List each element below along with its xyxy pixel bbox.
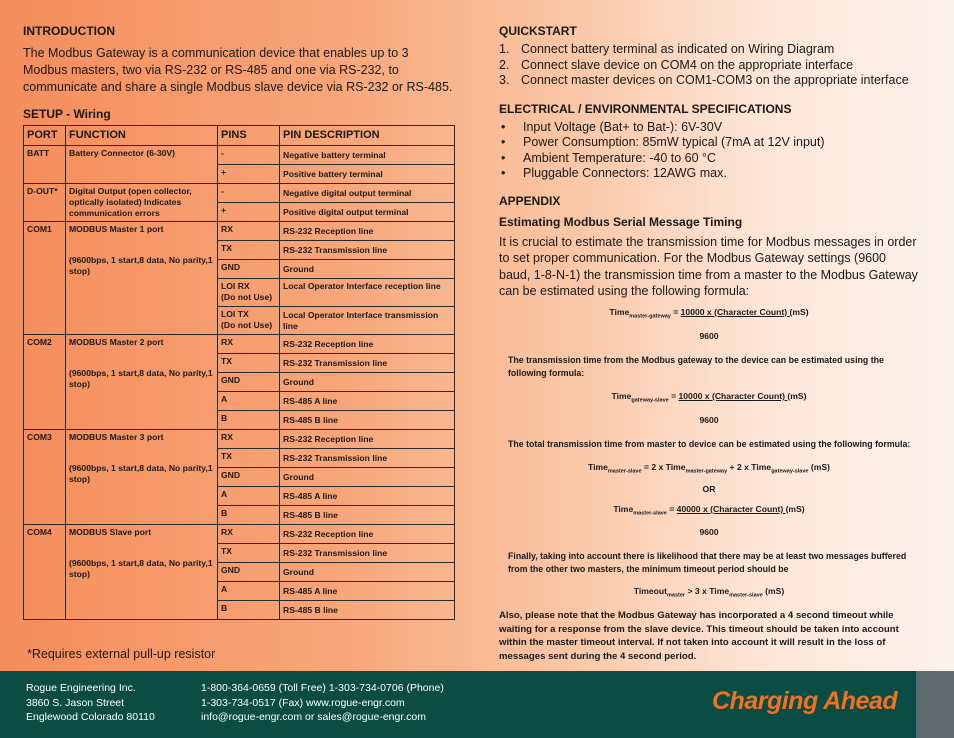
header-function: FUNCTION (66, 126, 218, 146)
item-number: 2. (499, 57, 510, 72)
timeout-note-text: Also, please note that the Modbus Gateway has incorporated a 4 second timeout while waiting for a response from the slave device. This timeout should be taken into account within the master timeout interval. If not taken into account it will result in the loss of messages sent during the 4 second period. (499, 610, 899, 662)
pin-desc-cell: Ground (280, 260, 455, 279)
bullet: • (501, 135, 506, 149)
pin-cell (218, 307, 280, 335)
pin-cell: B (218, 411, 280, 430)
formula-master-slave (499, 462, 919, 475)
pin-desc-cell: RS-485 A line (280, 487, 455, 506)
intro-heading: INTRODUCTION (23, 24, 115, 38)
formula-numerator: 40000 x (Character Count) (676, 503, 786, 514)
pin-cell: RX (218, 430, 280, 449)
pin-cell: RX (218, 525, 280, 544)
function-cell: Digital Output (open collector, optically isolated) Indicates communication errors (66, 184, 218, 222)
formula-gateway-slave (499, 391, 919, 404)
table-row (24, 430, 455, 449)
city-address: Englewood Colorado 80110 (26, 711, 155, 723)
formula-numerator: 10000 x (Character Count) (680, 306, 790, 317)
formula-unit: (mS) (785, 503, 805, 514)
pin-desc-cell: RS-232 Reception line (280, 430, 455, 449)
street-address: 3860 S. Jason Street (26, 696, 125, 709)
list-item (499, 73, 919, 89)
item-text: Connect master devices on COM1-COM3 on the appropriate interface (521, 73, 909, 87)
formula-unit: (mS) (808, 461, 830, 472)
formula-eq: = (666, 503, 677, 514)
port-cell: COM4 (24, 525, 66, 620)
function-params: (9600bps, 1 start,8 data, No parity,1 stop) (69, 255, 213, 276)
contact-info (201, 681, 444, 725)
pin-desc-cell: RS-232 Transmission line (280, 449, 455, 468)
formula-or: OR (702, 483, 716, 494)
pin-note: (Do not Use) (221, 292, 273, 302)
item-text: Pluggable Connectors: 12AWG max. (523, 166, 727, 180)
email-addresses[interactable]: info@rogue-engr.com or sales@rogue-engr.com (201, 711, 427, 723)
pin-desc-cell: RS-485 B line (280, 601, 455, 620)
pin-desc-cell: Negative battery terminal (280, 146, 455, 165)
gateway-slave-text: The transmission time from the Modbus gateway to the device can be estimated using the following formula: (508, 355, 884, 379)
pin-cell: A (218, 487, 280, 506)
pull-up-footnote: *Requires external pull-up resistor (27, 647, 216, 661)
port-cell: D-OUT* (24, 184, 66, 222)
formula-term: Time (609, 306, 630, 317)
formula-denominator: 9600 (699, 414, 719, 425)
pin-cell: GND (218, 563, 280, 582)
pin-desc-cell: RS-232 Transmission line (280, 241, 455, 260)
pin-desc-cell: RS-232 Reception line (280, 525, 455, 544)
pin-cell: GND (218, 468, 280, 487)
port-cell: COM2 (24, 335, 66, 430)
pin-desc-cell: Ground (280, 468, 455, 487)
appendix-subheading: Estimating Modbus Serial Message Timing (499, 214, 743, 229)
list-item (499, 166, 919, 182)
pin-desc-cell: Ground (280, 373, 455, 392)
item-text: Power Consumption: 85mW typical (7mA at 12V input) (523, 135, 825, 149)
company-name: Rogue Engineering Inc. (26, 682, 136, 694)
function-name: MODBUS Slave port (69, 527, 152, 537)
formula-eq: = (670, 306, 681, 317)
item-number: 1. (499, 42, 510, 56)
quickstart-heading: QUICKSTART (499, 24, 577, 38)
list-item (499, 120, 919, 136)
port-cell: BATT (24, 146, 66, 184)
formula-master-slave-alt (499, 504, 919, 517)
formula-term: Time (588, 461, 608, 472)
function-params: (9600bps, 1 start,8 data, No parity,1 stop) (69, 558, 213, 579)
slogan: Charging Ahead (712, 687, 898, 715)
fax-website[interactable]: 1-303-734-0517 (Fax) www.rogue-engr.com (201, 696, 405, 709)
formula-master-gateway (499, 307, 919, 320)
formula-subscript: master (667, 593, 686, 600)
left-column (23, 24, 453, 121)
pin-cell: - (218, 146, 280, 165)
pin-desc-cell: RS-232 Transmission line (280, 354, 455, 373)
function-params: (9600bps, 1 start,8 data, No parity,1 stop) (69, 463, 213, 484)
formula-unit: (mS) (787, 391, 807, 402)
formula-eq: = (668, 391, 679, 402)
appendix-heading: APPENDIX (499, 193, 561, 208)
function-name: MODBUS Master 1 port (69, 224, 164, 234)
total-time-text: The total transmission time from master to device can be estimated using the following formula: (508, 438, 911, 449)
formula-term: = 2 x Time (641, 461, 686, 472)
item-text: Connect slave device on COM4 on the appropriate interface (521, 57, 854, 72)
list-item (499, 135, 919, 151)
intro-text: The Modbus Gateway is a communication device that enables up to 3 Modbus masters, two via RS-232 or RS-485 and one via RS-232, to communicate and share a single Modbus slave device via RS-232 or RS-485. (23, 46, 453, 94)
pin-cell: TX (218, 354, 280, 373)
list-item (499, 151, 919, 167)
function-cell (66, 525, 218, 620)
table-row (24, 222, 455, 241)
function-cell (66, 430, 218, 525)
pin-note: (Do not Use) (221, 320, 273, 330)
function-name: MODBUS Master 2 port (69, 337, 164, 347)
pin-name: LOI TX (221, 309, 249, 319)
timing-intro-text: It is crucial to estimate the transmission time for Modbus messages in order to set proper communication. For the Modbus Gateway settings (9600 baud, 1-8-N-1) the transmission time from a master to the Modbus Gateway can be estimated using the following formula: (499, 234, 918, 298)
formula-term: > 3 x Time (685, 586, 730, 597)
specs-list (499, 120, 919, 182)
formula-unit: (mS) (789, 306, 809, 317)
pin-name: LOI RX (221, 281, 250, 291)
right-column (499, 24, 919, 663)
table-row (24, 184, 455, 203)
function-cell (66, 222, 218, 335)
item-number: 3. (499, 73, 510, 87)
pin-desc-cell: RS-485 A line (280, 582, 455, 601)
formula-numerator: 10000 x (Character Count) (678, 391, 788, 402)
formula-term: + 2 x Time (727, 461, 772, 472)
pin-cell: - (218, 184, 280, 203)
pin-desc-cell: Negative digital output terminal (280, 184, 455, 203)
pin-desc-cell: Local Operator Interface reception line (280, 279, 455, 307)
pin-cell: RX (218, 222, 280, 241)
pin-desc-cell: Positive digital output terminal (280, 203, 455, 222)
formula-subscript: gateway-slave (631, 397, 669, 404)
port-cell: COM3 (24, 430, 66, 525)
port-cell: COM1 (24, 222, 66, 335)
specs-heading: ELECTRICAL / ENVIRONMENTAL SPECIFICATIONS (499, 101, 792, 116)
phone-numbers: 1-800-364-0659 (Toll Free) 1-303-734-0706 (Phone) (201, 682, 444, 694)
pin-cell: RX (218, 335, 280, 354)
function-name: MODBUS Master 3 port (69, 432, 164, 442)
formula-subscript: master-slave (633, 510, 667, 517)
pin-desc-cell: Ground (280, 563, 455, 582)
bullet: • (501, 166, 506, 180)
formula-term: Time (611, 391, 632, 402)
list-item (499, 42, 919, 58)
bullet: • (501, 150, 506, 165)
pin-desc-cell: RS-485 B line (280, 411, 455, 430)
table-row (24, 335, 455, 354)
pin-cell: + (218, 165, 280, 184)
item-text: Connect battery terminal as indicated on Wiring Diagram (521, 42, 835, 56)
pin-cell: A (218, 392, 280, 411)
pin-cell: TX (218, 544, 280, 563)
pin-desc-cell: Local Operator Interface transmission line (280, 307, 455, 335)
pin-desc-cell: RS-232 Reception line (280, 335, 455, 354)
pin-cell: B (218, 601, 280, 620)
formula-term: Time (613, 503, 634, 514)
pin-desc-cell: RS-232 Reception line (280, 222, 455, 241)
pin-cell: + (218, 203, 280, 222)
formula-subscript: master-slave (729, 593, 763, 600)
function-params: (9600bps, 1 start,8 data, No parity,1 stop) (69, 368, 213, 389)
formula-denominator: 9600 (699, 527, 719, 538)
formula-unit: (mS) (762, 586, 785, 597)
formula-denominator: 9600 (699, 331, 719, 342)
quickstart-list (499, 42, 919, 89)
company-address (26, 681, 155, 725)
pin-cell: TX (218, 449, 280, 468)
item-text: Ambient Temperature: -40 to 60 °C (523, 150, 717, 165)
table-row (24, 146, 455, 165)
formula-timeout (499, 586, 919, 599)
function-cell (66, 335, 218, 430)
header-port: PORT (24, 126, 66, 146)
formula-subscript: master-gateway (685, 468, 728, 475)
formula-subscript: gateway-slave (771, 468, 809, 475)
formula-term: Timeout (633, 586, 668, 597)
function-cell: Battery Connector (6-30V) (66, 146, 218, 184)
item-text: Input Voltage (Bat+ to Bat-): 6V-30V (523, 119, 723, 134)
table-header-row (24, 126, 455, 146)
pin-desc-cell: Positive battery terminal (280, 165, 455, 184)
footer-side-bar (916, 671, 954, 738)
pin-cell: B (218, 506, 280, 525)
pin-desc-cell: RS-485 B line (280, 506, 455, 525)
wiring-table (23, 125, 455, 620)
setup-heading: SETUP - Wiring (23, 107, 111, 121)
pin-desc-cell: RS-232 Transmission line (280, 544, 455, 563)
pin-cell: A (218, 582, 280, 601)
header-pins: PINS (218, 126, 280, 146)
timeout-text: Finally, taking into account there is likelihood that there may be at least two messages buffered from the other two masters, the minimum timeout period should be (508, 551, 907, 575)
bullet: • (501, 119, 506, 134)
pin-cell: GND (218, 260, 280, 279)
list-item (499, 58, 919, 74)
pin-cell: GND (218, 373, 280, 392)
table-row (24, 525, 455, 544)
footer-bar (0, 671, 916, 738)
formula-subscript: master-slave (607, 468, 642, 475)
pin-cell: TX (218, 241, 280, 260)
pin-desc-cell: RS-485 A line (280, 392, 455, 411)
header-pin-description: PIN DESCRIPTION (280, 126, 455, 146)
formula-subscript: master-gateway (629, 313, 671, 320)
pin-cell (218, 279, 280, 307)
